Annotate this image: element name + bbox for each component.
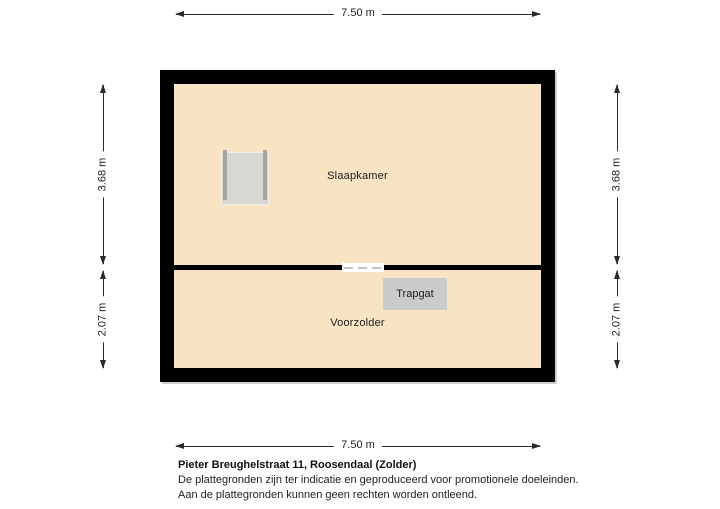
- arrow-up-icon: [100, 270, 106, 279]
- dimension-right-lower: [610, 270, 624, 369]
- dimension-label: 3.68 m: [611, 152, 624, 198]
- floorplan-interior: [174, 84, 541, 368]
- stairwell-box: [383, 278, 447, 310]
- disclaimer-line-2: Aan de plattegronden kunnen geen rechten worden ontleend.: [178, 488, 478, 501]
- room-slaapkamer: [174, 84, 541, 265]
- dimension-label: 7.50 m: [334, 7, 382, 20]
- arrow-left-icon: [175, 11, 184, 17]
- dimension-left-upper: [96, 84, 110, 265]
- room-label-slaapkamer: Slaapkamer: [327, 170, 388, 182]
- arrow-up-icon: [614, 84, 620, 93]
- footer: [178, 458, 579, 502]
- arrow-down-icon: [100, 256, 106, 265]
- dimension-bottom-width: [175, 439, 541, 452]
- room-voorzolder: [174, 270, 541, 368]
- address-title: Pieter Breughelstraat 11, Roosendaal (Zolder): [178, 459, 417, 471]
- opening-dashes: [344, 267, 382, 269]
- dimension-top-width: [175, 7, 541, 20]
- arrow-down-icon: [614, 360, 620, 369]
- room-label-voorzolder: Voorzolder: [330, 317, 385, 329]
- arrow-right-icon: [532, 11, 541, 17]
- dimension-left-lower: [96, 270, 110, 369]
- door-opening: [342, 263, 384, 272]
- dimension-label: 2.07 m: [611, 297, 624, 343]
- arrow-right-icon: [532, 443, 541, 449]
- arrow-left-icon: [175, 443, 184, 449]
- arrow-up-icon: [100, 84, 106, 93]
- dimension-label: 7.50 m: [334, 439, 382, 452]
- arrow-down-icon: [614, 256, 620, 265]
- dimension-label: 3.68 m: [97, 152, 110, 198]
- arrow-up-icon: [614, 270, 620, 279]
- arrow-down-icon: [100, 360, 106, 369]
- dimension-right-upper: [610, 84, 624, 265]
- dimension-label: 2.07 m: [97, 297, 110, 343]
- stairwell-label: Trapgat: [396, 288, 434, 300]
- floorplan: [160, 70, 555, 382]
- disclaimer-line-1: De plattegronden zijn ter indicatie en geproduceerd voor promotionele doeleinden.: [178, 474, 579, 486]
